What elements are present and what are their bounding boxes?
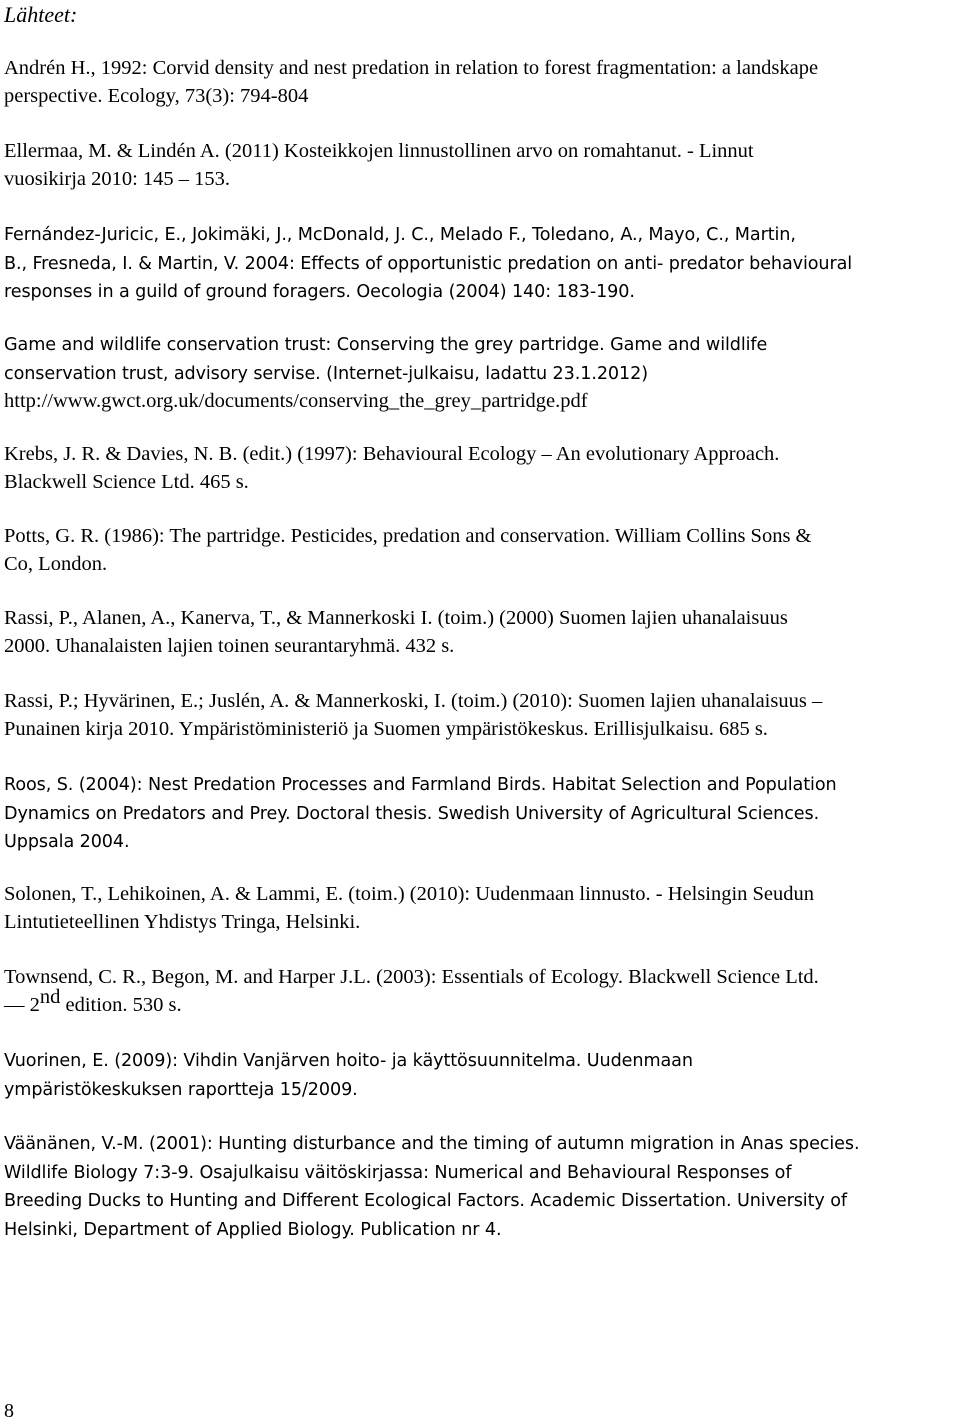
reference-text: ympäristökeskuksen raportteja 15/2009. bbox=[4, 1079, 358, 1100]
reference-text: Andrén H., 1992: Corvid density and nest predation in relation to forest fragmentation: a landskape bbox=[4, 57, 819, 79]
reference-text: Fernández-Juricic, E., Jokimäki, J., McDonald, J. C., Melado F., Toledano, A., Mayo, C., Martin, bbox=[4, 225, 796, 245]
reference-text: Väänänen, V.-M. (2001): Hunting disturbance and the timing of autumn migration in Anas species. bbox=[4, 1134, 860, 1154]
reference-line bbox=[4, 278, 956, 307]
superscript-text: nd bbox=[39, 985, 61, 1008]
reference-line bbox=[4, 331, 956, 360]
reference-text: Co, London. bbox=[4, 552, 108, 575]
reference-text: Rassi, P., Alanen, A., Kanerva, T., & Mannerkoski I. (toim.) (2000) Suomen lajien uhanalaisuus bbox=[4, 607, 788, 629]
reference-line bbox=[4, 964, 956, 992]
reference-text: Townsend, C. R., Begon, M. and Harper J.L. (2003): Essentials of Ecology. Blackwell Science Ltd. bbox=[4, 966, 819, 988]
reference-line bbox=[4, 800, 956, 829]
reference-line bbox=[4, 1047, 956, 1076]
reference-line bbox=[4, 985, 956, 1020]
reference-text: Krebs, J. R. & Davies, N. B. (edit.) (1997): Behavioural Ecology – An evolutionary Approach. bbox=[4, 443, 780, 465]
reference-text: B., Fresneda, I. & Martin, V. bbox=[4, 253, 245, 274]
reference-line bbox=[4, 469, 956, 497]
reference-entry bbox=[4, 331, 956, 416]
reference-text: http://www.gwct.org.uk/documents/conserving_the_grey_partridge.pdf bbox=[4, 390, 588, 412]
reference-text: Helsinki, Department of Applied Biology. Publication nr 4. bbox=[4, 1219, 502, 1240]
reference-line bbox=[4, 83, 956, 111]
reference-text: perspective. Ecology, 73(3): 794-804 bbox=[4, 84, 309, 107]
reference-line bbox=[4, 138, 956, 166]
reference-line bbox=[4, 716, 956, 744]
reference-text: — 2 bbox=[4, 993, 40, 1016]
reference-entry bbox=[4, 221, 956, 307]
reference-line bbox=[4, 828, 956, 857]
reference-text: Roos, S. (2004): Nest Predation Processes and Farmland Birds. Habitat Selection and Population bbox=[4, 775, 837, 795]
reference-line bbox=[4, 388, 956, 416]
reference-text: Rassi, P.; Hyvärinen, E.; Juslén, A. & Mannerkoski, I. (toim.) (2010): Suomen lajien uhanalaisuus – bbox=[4, 690, 823, 712]
reference-text: Potts, G. R. (1986): The partridge. Pesticides, predation and conservation. William Collins Sons & bbox=[4, 525, 812, 547]
reference-line bbox=[4, 1159, 956, 1188]
reference-line bbox=[4, 360, 956, 389]
reference-text: Punainen kirja 2010. Ympäristöministeriö ja Suomen ympäristökeskus. Erillisjulkaisu. 685 s. bbox=[4, 717, 768, 740]
reference-line bbox=[4, 909, 956, 937]
reference-text: Blackwell Science Ltd. 465 s. bbox=[4, 470, 249, 493]
reference-line bbox=[4, 688, 956, 716]
reference-line bbox=[4, 605, 956, 633]
reference-entry bbox=[4, 523, 956, 578]
reference-entry bbox=[4, 771, 956, 857]
reference-entry bbox=[4, 138, 956, 193]
reference-text: responses in a guild of ground foragers. Oecologia (2004) 140: 183-190. bbox=[4, 282, 635, 302]
reference-line bbox=[4, 55, 956, 83]
reference-text: conservation trust, advisory servise. (Internet-julkaisu, ladattu 23.1.2012) bbox=[4, 363, 648, 384]
reference-text: Breeding Ducks to Hunting and Different Ecological Factors. Academic Dissertation. University of bbox=[4, 1191, 847, 1211]
reference-text: Vuorinen, E. (2009): Vihdin Vanjärven hoito- ja käyttösuunnitelma. Uudenmaan bbox=[4, 1051, 693, 1071]
reference-line bbox=[4, 523, 956, 551]
reference-line bbox=[4, 441, 956, 469]
reference-entry bbox=[4, 1130, 956, 1244]
reference-text: 2000. Uhanalaisten lajien toinen seurantaryhmä. 432 s. bbox=[4, 634, 455, 657]
reference-entry bbox=[4, 688, 956, 743]
reference-line bbox=[4, 551, 956, 579]
references-heading: Lähteet: bbox=[4, 2, 78, 27]
reference-entry bbox=[4, 55, 956, 110]
reference-text: Uppsala 2004. bbox=[4, 832, 130, 852]
reference-line bbox=[4, 1130, 956, 1159]
reference-line bbox=[4, 1076, 956, 1105]
reference-text: vuosikirja 2010: 145 – 153. bbox=[4, 167, 231, 190]
reference-text: Ellermaa, M. & Lindén A. (2011) Kosteikkojen linnustollinen arvo on romahtanut. - Linnut bbox=[4, 140, 754, 162]
reference-line bbox=[4, 166, 956, 194]
reference-line bbox=[4, 221, 956, 250]
reference-text: 2004: Effects of opportunistic predation on anti- predator behavioural bbox=[244, 253, 853, 274]
reference-line bbox=[4, 250, 956, 279]
reference-entry bbox=[4, 964, 956, 1019]
reference-line bbox=[4, 881, 956, 909]
reference-text: Solonen, T., Lehikoinen, A. & Lammi, E. (toim.) (2010): Uudenmaan linnusto. - Helsingin Seudun bbox=[4, 883, 815, 905]
reference-line bbox=[4, 771, 956, 800]
reference-text: Dynamics on Predators and Prey. Doctoral thesis. Swedish University of Agricultural Sciences. bbox=[4, 803, 820, 824]
reference-line bbox=[4, 1216, 956, 1245]
reference-entry bbox=[4, 1047, 956, 1104]
reference-text: Lintutieteellinen Yhdistys Tringa, Helsinki. bbox=[4, 910, 361, 933]
reference-line bbox=[4, 633, 956, 661]
reference-line bbox=[4, 1187, 956, 1216]
page-number: 8 bbox=[4, 1400, 14, 1422]
reference-text: edition. 530 s. bbox=[60, 993, 182, 1016]
reference-entry bbox=[4, 441, 956, 496]
reference-entry bbox=[4, 881, 956, 936]
reference-text: Wildlife Biology 7:3-9. Osajulkaisu väitöskirjassa: Numerical and Behavioural Responses of bbox=[4, 1162, 792, 1183]
reference-entry bbox=[4, 605, 956, 660]
reference-text: Game and wildlife conservation trust: Conserving the grey partridge. Game and wildlife bbox=[4, 335, 768, 355]
